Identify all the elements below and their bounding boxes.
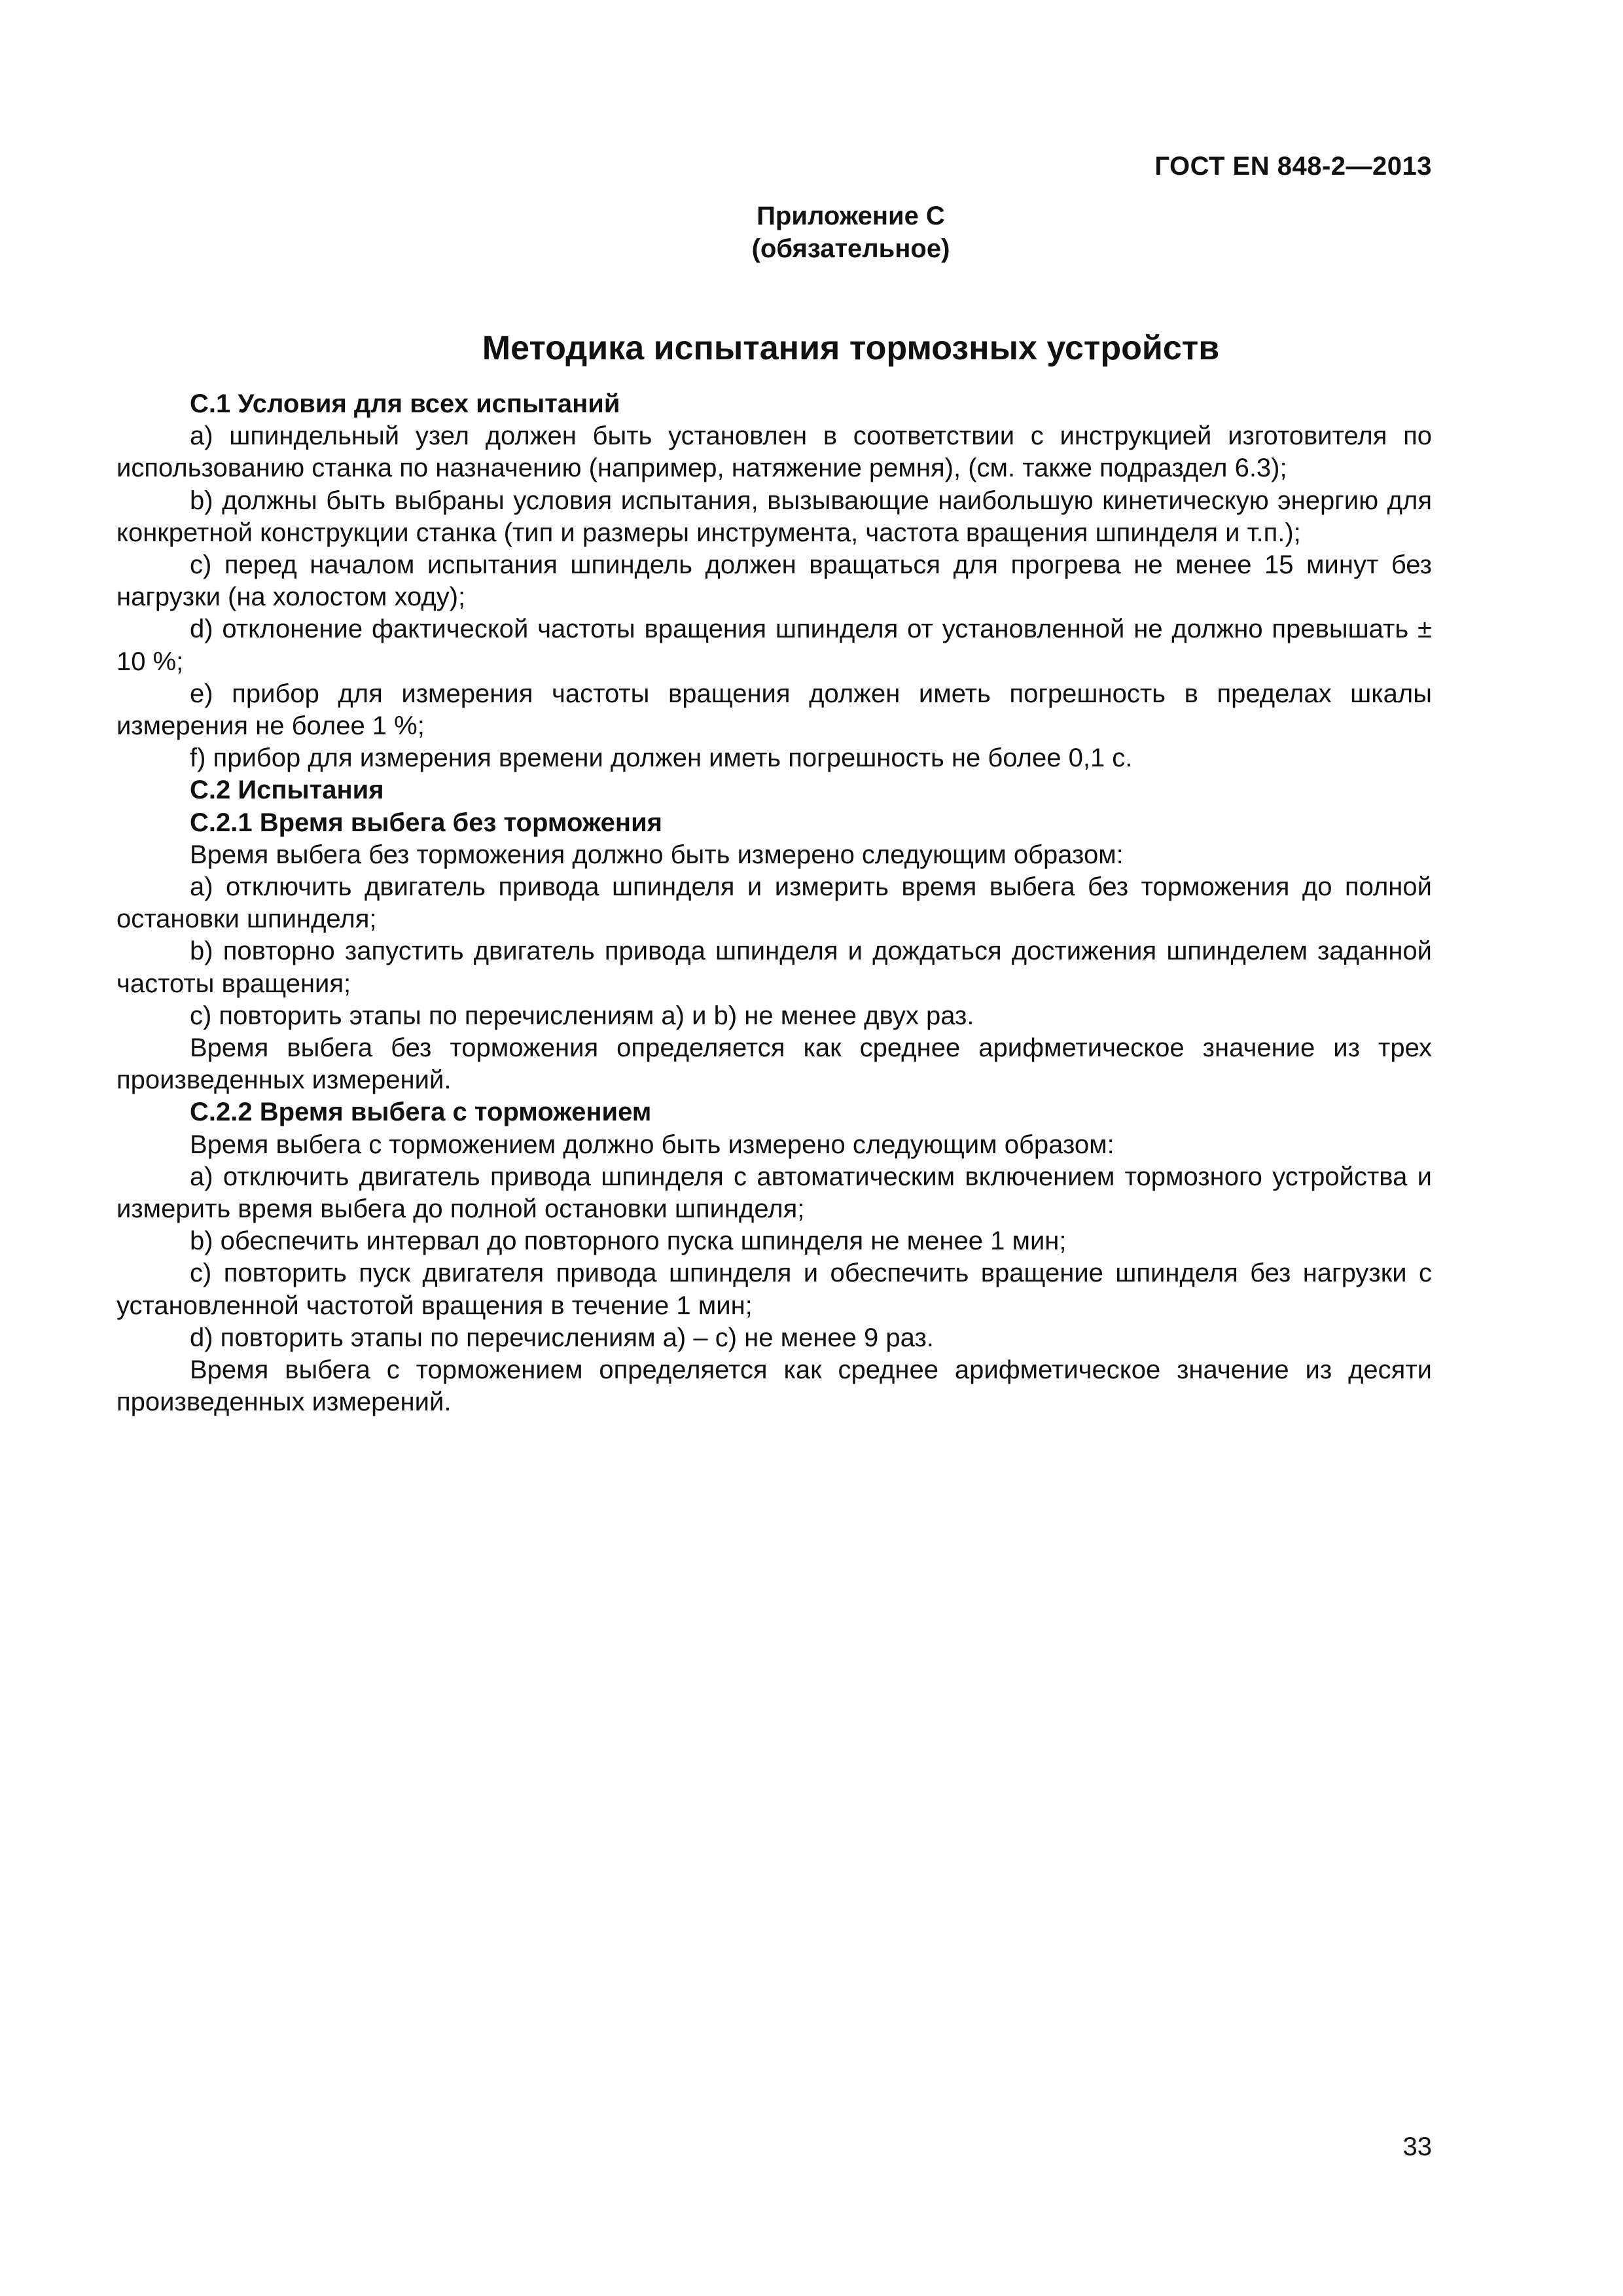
list-item: с) повторить пуск двигателя привода шпинделя и обеспечить вращение шпинделя без нагрузки с установленной частотой вращения в течение 1 мин;: [116, 1259, 1432, 1320]
list-item: а) шпиндельный узел должен быть установлен в соответствии с инструкцией изготовителя по использованию станка по назначению (например, натяжение ремня), (см. также подраздел 6.3);: [116, 422, 1432, 483]
paragraph-intro: Время выбега без торможения должно быть измерено следующим образом:: [190, 840, 1124, 869]
paragraph-conclusion: Время выбега без торможения определяется как среднее арифметическое значение из трех произведенных измерений.: [116, 1033, 1432, 1095]
appendix-heading: [0, 200, 1623, 265]
list-item: с) повторить этапы по перечислениям а) и b) не менее двух раз.: [190, 1001, 974, 1030]
list-item: d) повторить этапы по перечислениям а) – с) не менее 9 раз.: [190, 1323, 934, 1352]
list-item: а) отключить двигатель привода шпинделя и измерить время выбега без торможения до полной остановки шпинделя;: [116, 872, 1432, 934]
list-item: е) прибор для измерения частоты вращения должен иметь погрешность в пределах шкалы измерения не более 1 %;: [116, 679, 1432, 741]
list-item: d) отклонение фактической частоты вращения шпинделя от установленной не должно превышать ± 10 %;: [116, 615, 1432, 676]
list-item: с) перед началом испытания шпиндель должен вращаться для прогрева не менее 15 минут без нагрузки (на холостом ходу);: [116, 550, 1432, 612]
section-heading-c21: С.2.1 Время выбега без торможения: [190, 808, 663, 837]
list-item: а) отключить двигатель привода шпинделя с автоматическим включением тормозного устройства и измерить время выбега до полной остановки шпинделя;: [116, 1162, 1432, 1224]
list-item: f) прибор для измерения времени должен иметь погрешность не более 0,1 с.: [190, 744, 1133, 773]
appendix-label: Приложение С: [757, 202, 945, 230]
list-item: b) должны быть выбраны условия испытания, вызывающие наибольшую кинетическую энергию для конкретной конструкции станка (тип и размеры инструмента, частота вращения шпинделя и т.п.);: [116, 486, 1432, 547]
page-number: 33: [1402, 2132, 1432, 2161]
paragraph-intro: Время выбега с торможением должно быть измерено следующим образом:: [190, 1130, 1115, 1159]
appendix-status: (обязательное): [751, 234, 950, 263]
list-item: b) обеспечить интервал до повторного пуска шпинделя не менее 1 мин;: [190, 1227, 1067, 1256]
document-body: [116, 388, 1432, 1419]
paragraph-conclusion: Время выбега с торможением определяется как среднее арифметическое значение из десяти произведенных измерений.: [116, 1355, 1432, 1417]
section-heading-c1: С.1 Условия для всех испытаний: [190, 389, 620, 418]
section-heading-c22: С.2.2 Время выбега с торможением: [190, 1098, 652, 1127]
list-item: b) повторно запустить двигатель привода шпинделя и дождаться достижения шпинделем заданной частоты вращения;: [116, 937, 1432, 998]
page-title: [0, 329, 1623, 368]
page-title-text: Методика испытания тормозных устройств: [482, 329, 1220, 367]
section-heading-c2: С.2 Испытания: [190, 776, 384, 805]
document-code: ГОСТ EN 848-2—2013: [1154, 152, 1432, 181]
